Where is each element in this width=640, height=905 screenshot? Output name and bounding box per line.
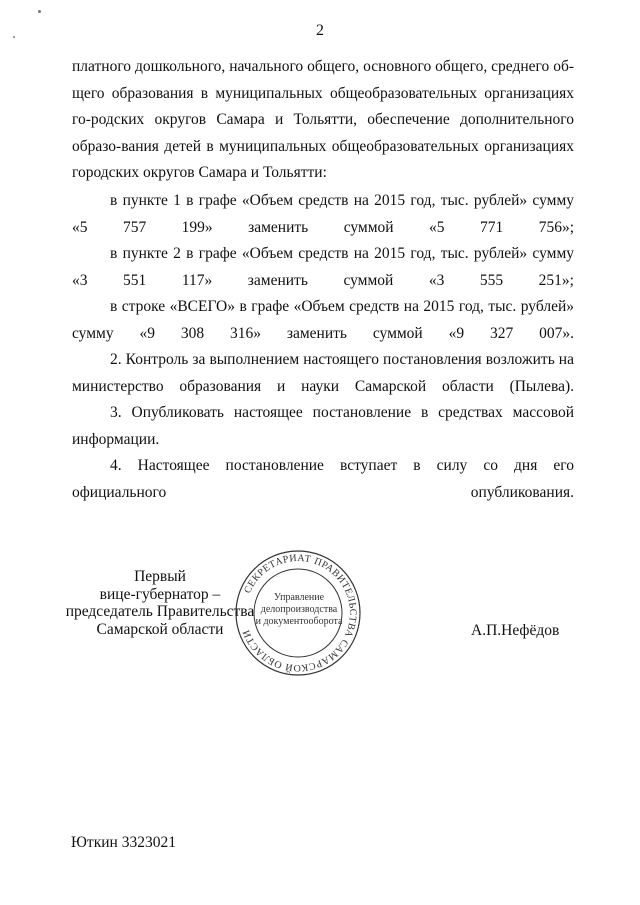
executor-note: Юткин 3323021: [71, 834, 176, 851]
signatory-title: [60, 568, 260, 638]
stamp-inner-text: делопроизводства: [260, 604, 338, 615]
paragraph-control: 2. Контроль за выполнением настоящего постановления возложить на министерство образования и науки Самарской области (Пылева).: [72, 351, 574, 395]
stamp-inner-text: Управление: [273, 592, 325, 603]
scan-speck: [38, 10, 41, 13]
signatory-title-line: вице-губернатор –: [99, 585, 221, 603]
signatory-title-line: Первый: [134, 568, 186, 585]
signatory-name: А.П.Нефёдов: [471, 622, 560, 639]
paragraph-item-1: в пункте 1 в графе «Объем средств на 2015 год, тыс. рублей» сумму «5 757 199» заменить суммой «5 771 756»;: [72, 192, 574, 236]
paragraph-total: в строке «ВСЕГО» в графе «Объем средств на 2015 год, тыс. рублей» сумму «9 308 316» заменить суммой «9 327 007».: [72, 298, 574, 342]
paragraph-continuation: платного дошкольного, начального общего, основного общего, среднего об-щего образования в муниципальных общеобразовательных организациях го-родских округов Самара и Тольятти, обеспечение дополнительного образо-вания детей в муниципальных общеобразовательных организациях городских округов Самара и Тольятти:: [72, 58, 574, 181]
paragraph-effect: 4. Настоящее постановление вступает в силу со дня его официального опубликования.: [72, 457, 574, 501]
official-stamp: [233, 548, 363, 678]
stamp-outer-text: СЕКРЕТАРИАТ ПРАВИТЕЛЬСТВА САМАРСКОЙ ОБЛАСТИ: [240, 552, 359, 674]
stamp-inner-text: и документооборота: [255, 616, 343, 627]
page-number: 2: [316, 22, 324, 39]
signatory-title-line: председатель Правительства: [65, 603, 255, 620]
paragraph-publish: 3. Опубликовать настоящее постановление в средствах массовой информации.: [72, 404, 574, 448]
paragraph-item-2: в пункте 2 в графе «Объем средств на 2015 год, тыс. рублей» сумму «3 551 117» заменить суммой «3 555 251»;: [72, 245, 574, 289]
signatory-title-line: Самарской области: [96, 620, 224, 638]
